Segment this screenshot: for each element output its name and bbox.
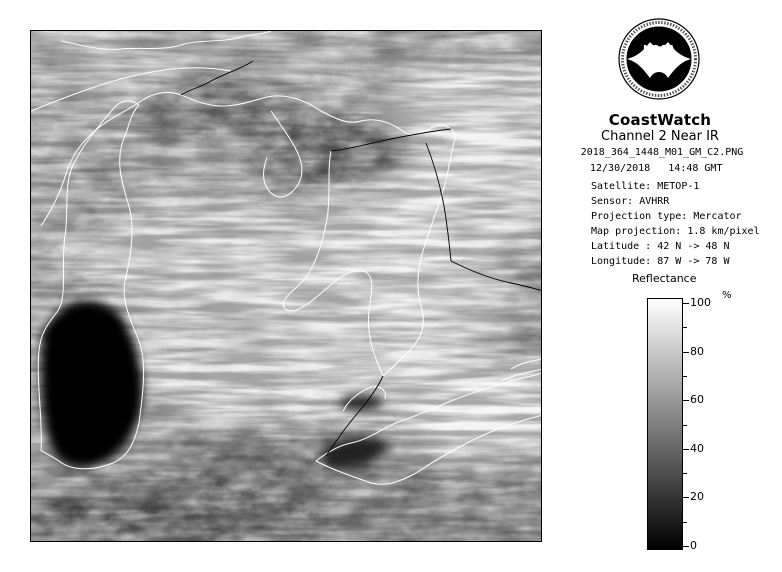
legend-tick-mark — [683, 303, 689, 304]
legend-tick-mark — [683, 400, 689, 401]
legend-tick-mark — [683, 546, 689, 547]
meta-label: Satellite: — [591, 181, 652, 192]
meta-value: Mercator — [693, 211, 742, 222]
datetime — [590, 163, 722, 174]
legend-minor-tick — [683, 376, 687, 377]
legend-tick-label: 40 — [690, 442, 704, 455]
legend-tick-label: 100 — [690, 296, 711, 309]
legend-minor-tick — [683, 327, 687, 328]
legend-tick-mark — [683, 497, 689, 498]
file-name: 2018_364_1448_M01_GM_C2.PNG — [580, 147, 744, 158]
logo-text: NOAA — [642, 44, 676, 55]
legend-tick-label: 60 — [690, 393, 704, 406]
reflectance-colorbar — [647, 298, 683, 550]
legend-tick-label: 20 — [690, 490, 704, 503]
product-name: Channel 2 Near IR — [601, 129, 719, 144]
meta-latitude — [591, 239, 760, 254]
meta-value: 1.8 km/pixel — [687, 226, 760, 237]
meta-value: 42 N -> 48 N — [657, 241, 730, 252]
legend-unit: % — [722, 290, 732, 301]
meta-label: Projection type: — [591, 211, 688, 222]
satellite-map — [31, 31, 542, 542]
meta-longitude — [591, 254, 760, 269]
meta-satellite — [591, 179, 760, 194]
meta-map-projection — [591, 224, 760, 239]
brand-title: CoastWatch — [608, 111, 712, 129]
legend-minor-tick — [683, 425, 687, 426]
time-value: 14:48 GMT — [668, 163, 723, 174]
legend-tick-label: 80 — [690, 345, 704, 358]
meta-label: Longitude: — [591, 256, 652, 267]
meta-label: Latitude : — [591, 241, 652, 252]
meta-value: 87 W -> 78 W — [657, 256, 730, 267]
legend-tick-label: 0 — [690, 539, 697, 552]
metadata-list — [591, 179, 760, 269]
legend-tick-mark — [683, 352, 689, 353]
legend-tick-mark — [683, 449, 689, 450]
legend-minor-tick — [683, 522, 687, 523]
noaa-seal-icon — [618, 18, 700, 100]
meta-value: METOP-1 — [657, 181, 700, 192]
date-value: 12/30/2018 — [590, 163, 651, 174]
legend-title: Reflectance — [632, 272, 697, 285]
noaa-logo — [618, 18, 700, 100]
meta-value: AVHRR — [639, 196, 670, 207]
meta-sensor — [591, 194, 760, 209]
meta-label: Sensor: — [591, 196, 634, 207]
meta-projection-type — [591, 209, 760, 224]
legend-minor-tick — [683, 473, 687, 474]
meta-label: Map projection: — [591, 226, 682, 237]
satellite-image — [30, 30, 542, 542]
